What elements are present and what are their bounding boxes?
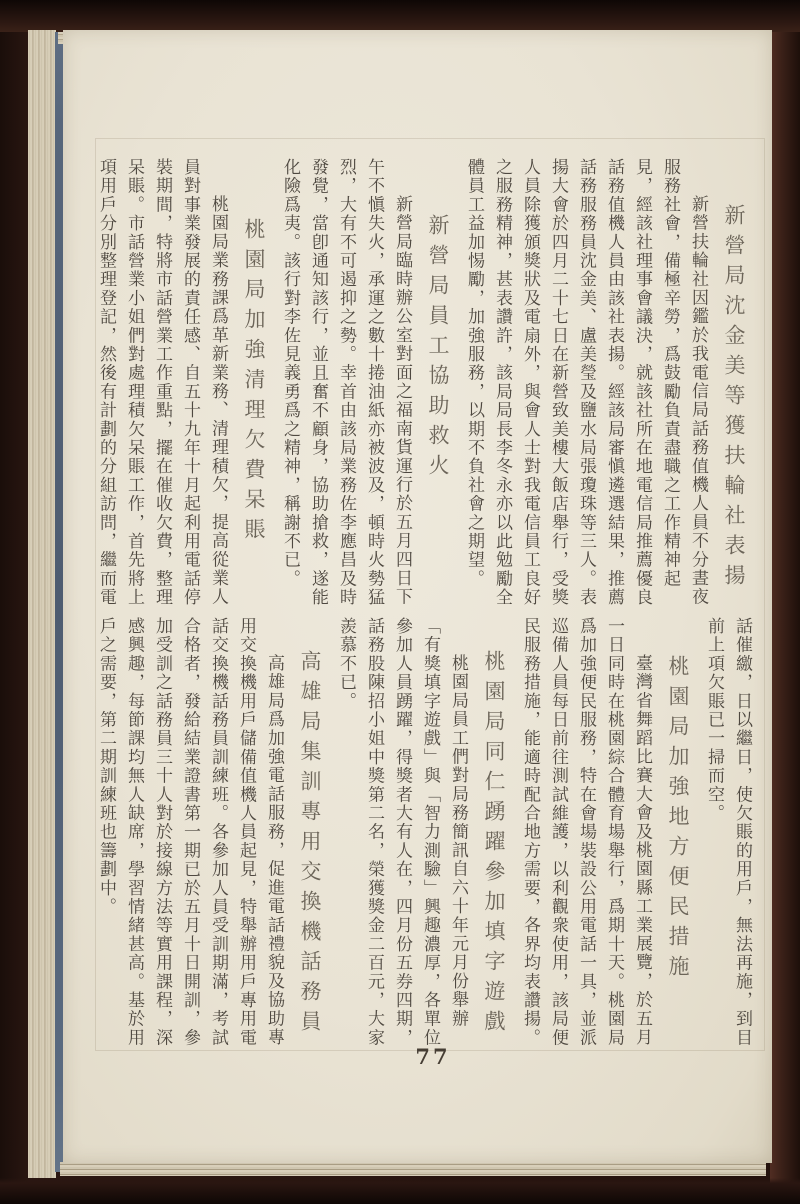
article-body: 桃園局業務課爲革新業務、清理積欠，提高從業人員對事業發展的責任感、自五十九年十月起利用電話停裝期間，特將市話營業工作重點，擺在催收欠費，整理呆賬。市話營業小姐們對處理積欠呆賬工作，首先將上項用戶分別整理登記，然後有計劃的分組訪問，繼而電 (96, 158, 228, 607)
book-cover-bottom-edge (0, 1178, 800, 1204)
text-band-bottom (92, 617, 756, 1048)
article-title: 高雄局集訓專用交換機話務員 (298, 650, 322, 1040)
article-body: 桃園局員工們對局務簡訊自六十年元月份舉辦「有獎填字遊戲」與「智力測驗」興趣濃厚，各單位參加人員踴躍，得獎者大有人在，四月份五券四期，話務股陳招小姐中獎第二名，榮獲獎金二百元，大家羨慕不已。 (336, 617, 468, 1048)
article-body-continued: 話催繳，日以繼日，使欠賬的用戶，無法再施，到目前上項欠賬已一掃而空。 (704, 617, 752, 1048)
page-stack-edge-bottom (60, 1162, 766, 1176)
book-page (63, 30, 772, 1163)
article-body: 高雄局爲加強電話服務，促進電話禮貌及協助專用交換機用戶儲備值機人員起見，特舉辦用戶專用電話交換機話務員訓練班。各參加人員受訓期滿，考試合格者，發給結業證書第一期已於五月十日開訓，參加受訓之話務員三十人對於接線方法等實用課程，深感興趣，每節課均無人缺席，學習情緒甚高。基於用戶之需要，第二期訓練班也籌劃中。 (96, 617, 284, 1048)
article-title: 新營局員工協助救火 (426, 214, 450, 484)
article-title: 桃園局同仁踴躍參加填字遊戲 (482, 650, 506, 1040)
page-stack-edge-left (28, 30, 56, 1178)
article-title: 新營局沈金美等獲扶輪社表揚 (722, 204, 746, 594)
article-body: 臺灣省舞蹈比賽大會及桃園縣工業展覽，於五月一日同時在桃園綜合體育場舉行，爲期十天。桃園局爲加強便民服務，特在會場裝設公用電話一具，並派巡備人員每日前往測試維護，以利觀衆使用，該局便民服務措施，能適時配合地方需要，各界均表讚揚。 (520, 617, 652, 1048)
text-band-top (92, 158, 756, 608)
book-cover-top-edge (0, 0, 800, 32)
article-body: 新營局臨時辦公室對面之福南貨運行於五月四日下午不愼失火，承運之數十捲油紙亦被波及，頓時火勢猛烈，大有不可遏抑之勢。幸首由該局業務佐李應昌及時發覺，當卽通知該行，並且奮不顧身，協助搶救，遂能化險爲夷。該行對李佐見義勇爲之精神，稱謝不已。 (280, 158, 412, 607)
page-number: 77 (415, 1044, 451, 1069)
article-title: 桃園局加強清理欠費呆賬 (242, 218, 266, 548)
book-liner-strip (55, 32, 63, 1172)
article-title: 桃園局加強地方便民措施 (666, 655, 690, 985)
article-body: 新營扶輪社因鑑於我電信局話務值機人員不分晝夜服務社會，備極辛勞，爲鼓勵負責盡職之工作精神起見，經該社理事會議決，就該社所在地電信局推薦優良話務值機人員由該社表揚。經該局審愼遴選結果，推薦話務服務員沈金美、盧美瑩及鹽水局張瓊珠等三人。表揚大會於四月二十七日在新營致美樓大飯店舉行，受獎人員除獲頒獎狀及電扇外，與會人士對我電信員工良好之服務精神，甚表讚許，該局局長李冬永亦以此勉勵全體員工益加惕勵，加強服務，以期不負社會之期望。 (464, 158, 708, 607)
book-cover-right-edge (770, 0, 800, 1204)
